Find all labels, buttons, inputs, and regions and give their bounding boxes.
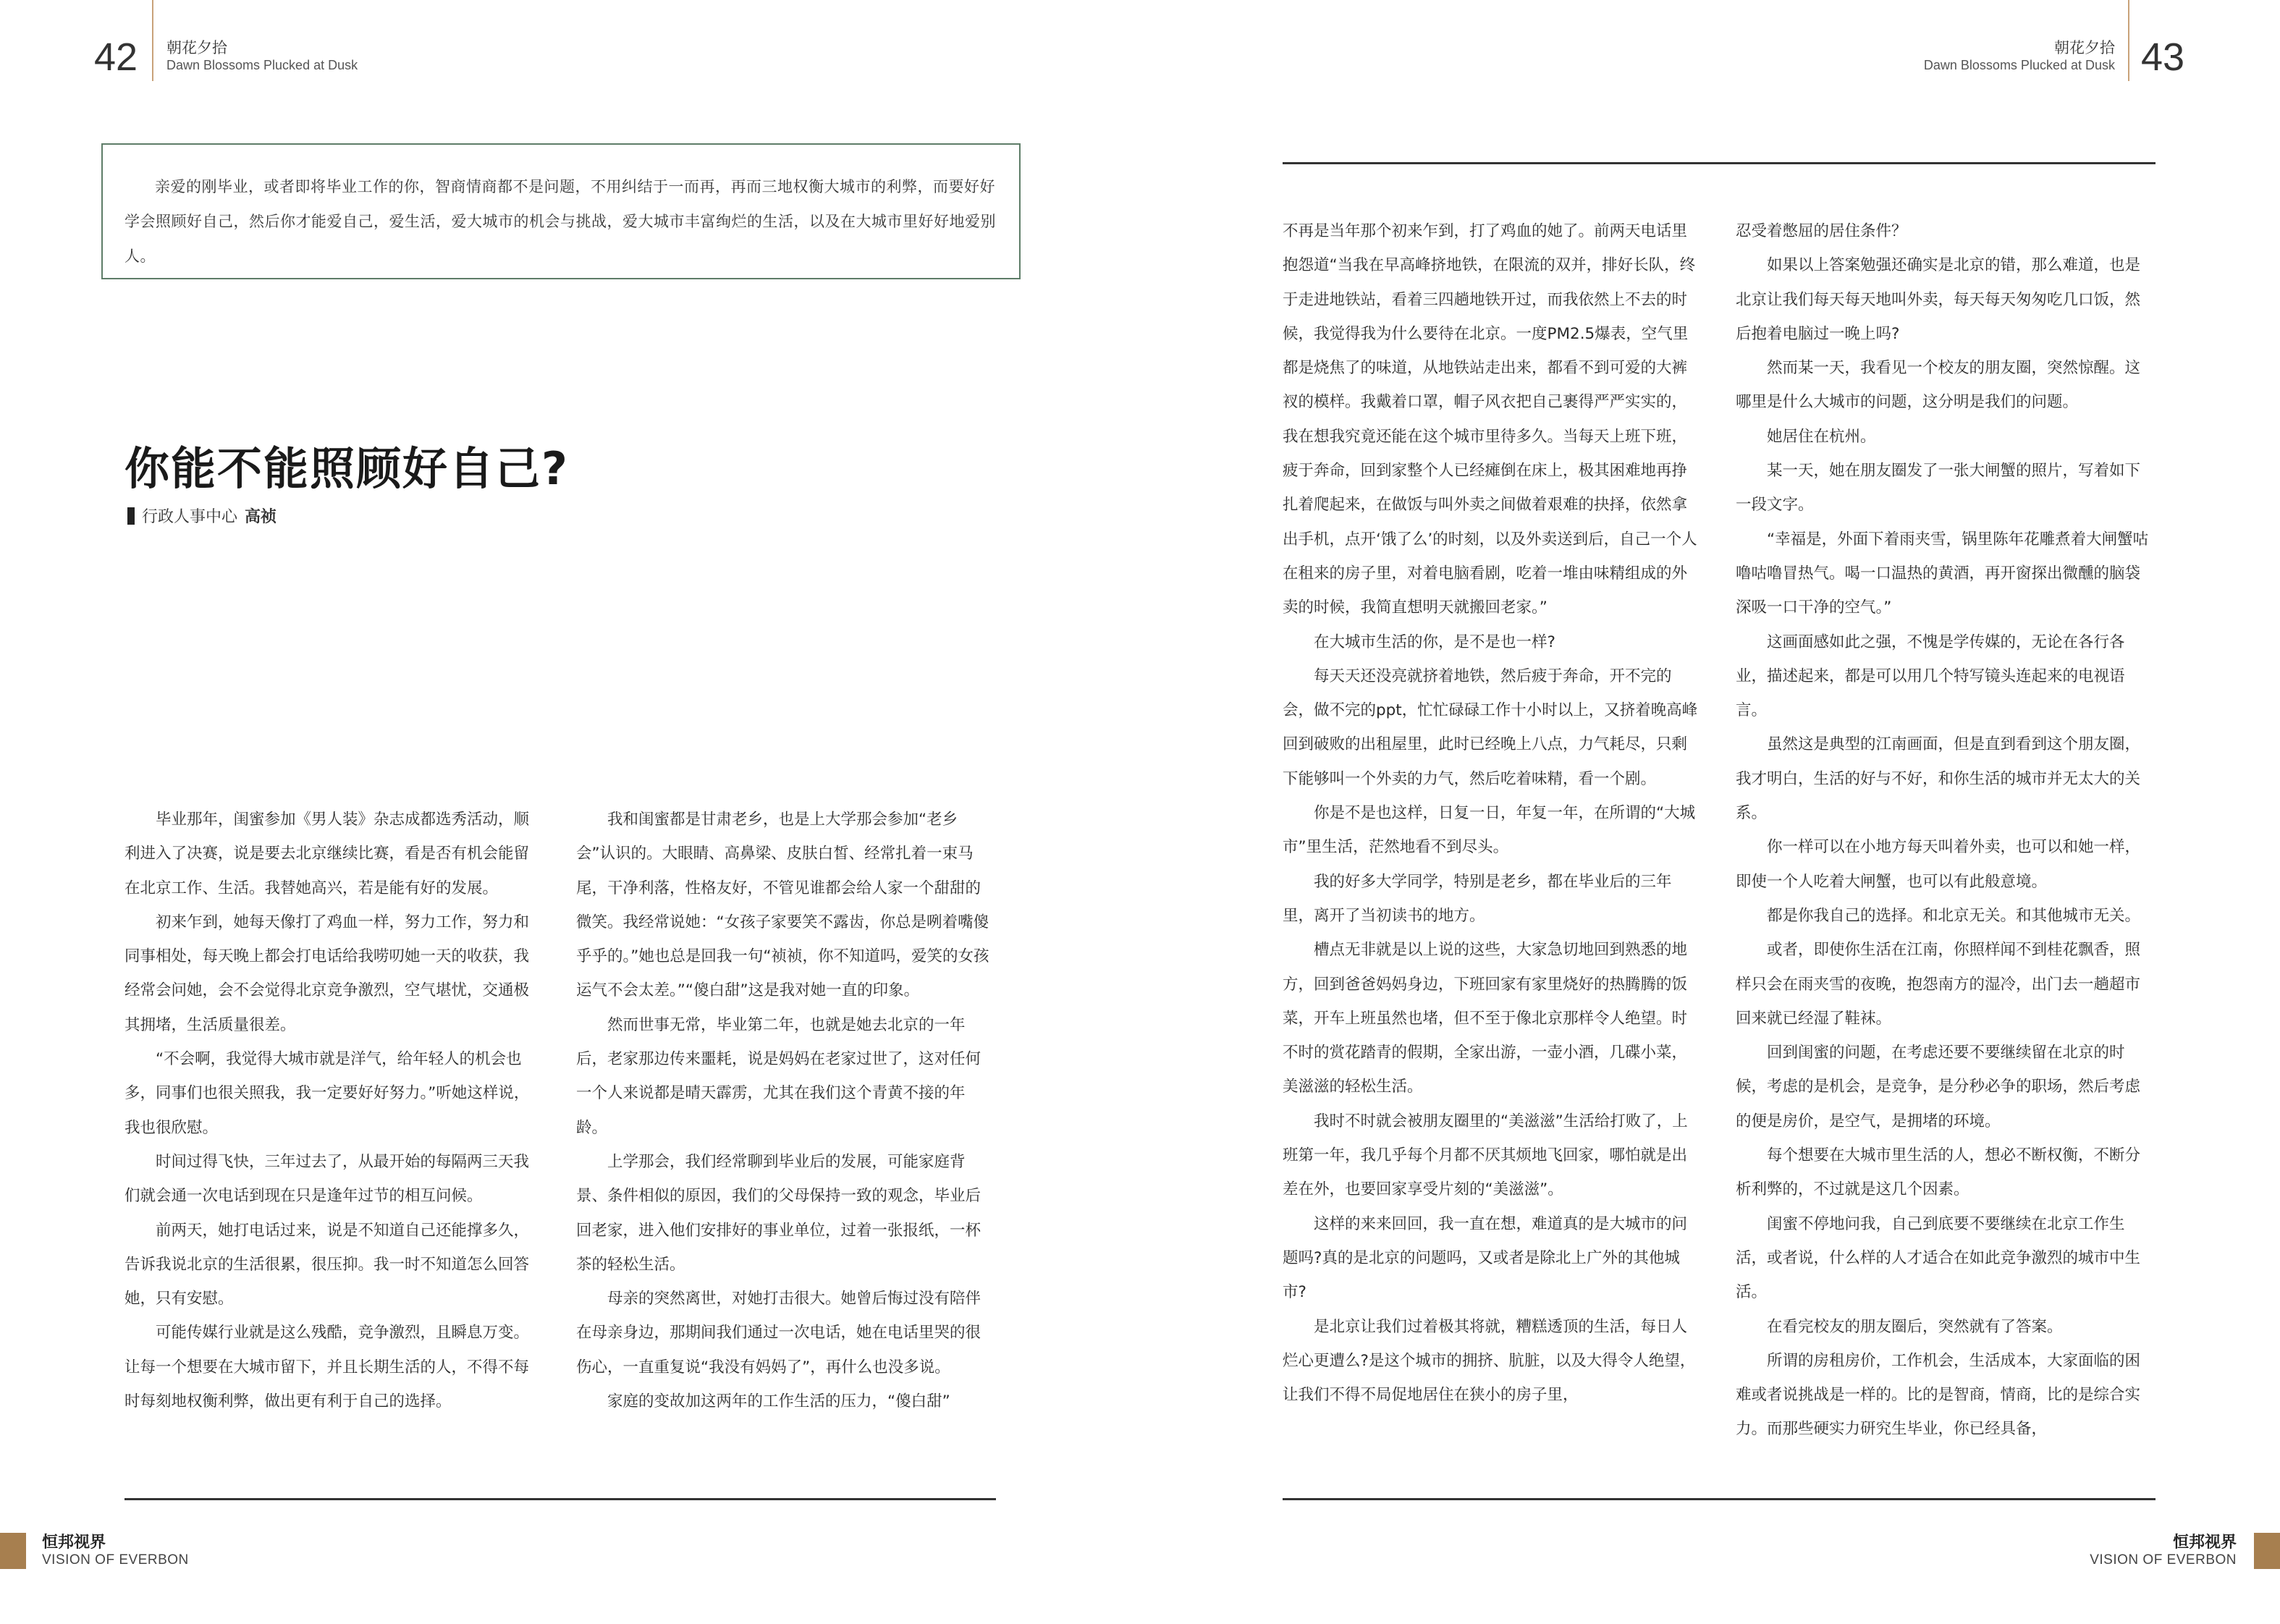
byline-marker bbox=[127, 507, 135, 525]
paragraph: 是北京让我们过着极其将就，糟糕透顶的生活，每日人烂心更遭么?是这个城市的拥挤、肮脏，以及大得令人绝望，让我们不得不局促地居住在狭小的房子里， bbox=[1283, 1317, 1696, 1405]
page-number-right: 43 bbox=[2141, 35, 2185, 79]
section-title-en-left: Dawn Blossoms Plucked at Dusk bbox=[166, 58, 358, 72]
paragraph: 你是不是也这样，日复一日，年复一年，在所谓的“大城市”里生活，茫然地看不到尽头。 bbox=[1283, 804, 1696, 857]
intro-text: 亲爱的刚毕业，或者即将毕业工作的你，智商情商都不是问题，不用纠结于一而再，再而三地权衡大城市的利弊，而要好好学会照顾好自己，然后你才能爱自己，爱生活，爱大城市的机会与挑战，爱大城市丰富绚烂的生活，以及在大城市里好好地爱别人。 bbox=[124, 178, 996, 265]
footer-brand-cn-right: 恒邦视界 bbox=[2172, 1534, 2237, 1552]
paragraph: 槽点无非就是以上说的这些，大家急切地回到熟悉的地方，回到爸爸妈妈身边，下班回家有家里烧好的热腾腾的饭菜，开车上班虽然也堵，但不至于像北京那样令人绝望。时不时的赏花踏青的假期，全家出游，一壶小酒，几碟小菜，美滋滋的轻松生活。 bbox=[1283, 941, 1688, 1096]
paragraph: 上学那会，我们经常聊到毕业后的发展，可能家庭背景、条件相似的原因，我们的父母保持一致的观念，毕业后回老家，进入他们安排好的事业单位，过着一张报纸，一杯茶的轻松生活。 bbox=[576, 1152, 981, 1274]
text-column-4 bbox=[1736, 214, 2156, 1447]
section-title-cn-left: 朝花夕拾 bbox=[166, 39, 227, 56]
paragraph: 虽然这是典型的江南画面，但是直到看到这个朋友圈，我才明白，生活的好与不好，和你生活的城市并无太大的关系。 bbox=[1736, 735, 2141, 823]
paragraph: 都是你我自己的选择。和北京无关。和其他城市无关。 bbox=[1767, 906, 2141, 925]
paragraph: 忍受着憋屈的居住条件？ bbox=[1736, 222, 1907, 240]
page-number-left: 42 bbox=[94, 35, 138, 79]
paragraph: 我时不时就会被朋友圈里的“美滋滋”生活给打败了，上班第一年，我几乎每个月都不厌其烦地飞回家，哪怕就是出差在外，也要回家享受片刻的“美滋滋”。 bbox=[1283, 1112, 1688, 1199]
header-divider-right bbox=[2128, 0, 2129, 81]
paragraph: 然而某一天，我看见一个校友的朋友圈，突然惊醒。这哪里是什么大城市的问题，这分明是我们的问题。 bbox=[1736, 359, 2141, 412]
author-name: 高祯 bbox=[245, 508, 277, 526]
paragraph: 在大城市生活的你，是不是也一样? bbox=[1314, 633, 1555, 651]
paragraph: 所谓的房租房价，工作机会，生活成本，大家面临的困难或者说挑战是一样的。比的是智商，情商，比的是综合实力。而那些硬实力研究生毕业，你已经具备， bbox=[1736, 1351, 2141, 1439]
byline bbox=[127, 504, 276, 527]
paragraph: 在看完校友的朋友圈后，突然就有了答案。 bbox=[1767, 1317, 2063, 1336]
paragraph: 每个想要在大城市里生活的人，想必不断权衡，不断分析利弊的，不过就是这几个因素。 bbox=[1736, 1146, 2141, 1199]
section-title-cn-right: 朝花夕拾 bbox=[2054, 39, 2115, 56]
bottom-rule-right bbox=[1283, 1498, 2156, 1500]
paragraph: 这画面感如此之强，不愧是学传媒的，无论在各行各业，描述起来，都是可以用几个特写镜头连起来的电视语言。 bbox=[1736, 633, 2125, 720]
text-column-2 bbox=[576, 803, 996, 1418]
intro-box bbox=[101, 143, 1021, 279]
paragraph: 闺蜜不停地问我，自己到底要不要继续在北京工作生活，或者说，什么样的人才适合在如此竞争激烈的城市中生活。 bbox=[1736, 1214, 2141, 1302]
paragraph: 然而世事无常，毕业第二年，也就是她去北京的一年后，老家那边传来噩耗，说是妈妈在老家过世了，这对任何一个人来说都是晴天霹雳，尤其在我们这个青黄不接的年龄。 bbox=[576, 1015, 981, 1137]
paragraph: 这样的来来回回，我一直在想，难道真的是大城市的问题吗?真的是北京的问题吗，又或者是除北上广外的其他城市? bbox=[1283, 1214, 1688, 1302]
paragraph: 每天天还没亮就挤着地铁，然后疲于奔命，开不完的会，做不完的ppt，忙忙碌碌工作十小时以上，又挤着晚高峰回到破败的出租屋里，此时已经晚上八点，力气耗尽，只剩下能够叫一个外卖的力气，然后吃着味精，看一个剧。 bbox=[1283, 667, 1698, 788]
paragraph: 某一天，她在朋友圈发了一张大闸蟹的照片，写着如下一段文字。 bbox=[1736, 462, 2141, 515]
paragraph: 初来乍到，她每天像打了鸡血一样，努力工作，努力和同事相处，每天晚上都会打电话给我唠叨她一天的收获，我经常会问她，会不会觉得北京竞争激烈，空气堪忧，交通极其拥堵，生活质量很差。 bbox=[124, 913, 530, 1034]
paragraph: “幸福是，外面下着雨夹雪，锅里陈年花雕煮着大闸蟹咕噜咕噜冒热气。喝一口温热的黄酒，再开窗探出微醺的脑袋深吸一口干净的空气。” bbox=[1736, 530, 2149, 617]
footer-brand-en-right: VISION OF EVERBON bbox=[2090, 1552, 2237, 1568]
top-rule-right bbox=[1283, 162, 2156, 164]
text-column-3 bbox=[1283, 214, 1700, 1412]
paragraph: 回到闺蜜的问题，在考虑还要不要继续留在北京的时候，考虑的是机会，是竞争，是分秒必争的职场，然后考虑的便是房价，是空气，是拥堵的环境。 bbox=[1736, 1044, 2141, 1130]
footer-brand-en-left: VISION OF EVERBON bbox=[42, 1552, 189, 1568]
paragraph: 我和闺蜜都是甘肃老乡，也是上大学那会参加“老乡会”认识的。大眼睛、高鼻梁、皮肤白皙、经常扎着一束马尾，干净利落，性格友好，不管见谁都会给人家一个甜甜的微笑。我经常说她：“女孩子家要笑不露齿，你总是咧着嘴傻乎乎的。”她也总是回我一句“祯祯，你不知道吗，爱笑的女孩运气不会太差。”“傻白甜”这是我对她一直的印象。 bbox=[576, 811, 989, 1000]
paragraph: 不再是当年那个初来乍到，打了鸡血的她了。前两天电话里抱怨道“当我在早高峰挤地铁，在限流的双并，排好长队，终于走进地铁站，看着三四趟地铁开过，而我依然上不去的时候，我觉得我为什么要待在北京。一度PM2.5爆表，空气里都是烧焦了的味道，从地铁站走出来，都看不到可爱的大裤衩的模样。我戴着口罩，帽子风衣把自己裹得严严实实的，我在想我究竟还能在这个城市里待多久。当每天上班下班，疲于奔命，回到家整个人已经瘫倒在床上，极其困难地再挣扎着爬起来，在做饭与叫外卖之间做着艰难的抉择，依然拿出手机，点开‘饿了么’的时刻，以及外卖送到后，自己一个人在租来的房子里，对着电脑看剧，吃着一堆由味精组成的外卖的时候，我简直想明天就搬回老家。” bbox=[1283, 222, 1697, 617]
section-title-en-right: Dawn Blossoms Plucked at Dusk bbox=[1923, 58, 2115, 72]
paragraph: 或者，即使你生活在江南，你照样闻不到桂花飘香，照样只会在雨夹雪的夜晚，抱怨南方的湿冷，出门去一趟超市回来就已经湿了鞋袜。 bbox=[1736, 941, 2141, 1028]
paragraph: 她居住在杭州。 bbox=[1767, 427, 1876, 446]
paragraph: 如果以上答案勉强还确实是北京的错，那么难道，也是北京让我们每天每天地叫外卖，每天每天匆匆吃几口饭，然后抱着电脑过一晚上吗? bbox=[1736, 256, 2141, 343]
author-department: 行政人事中心 bbox=[142, 508, 238, 526]
header-divider-left bbox=[152, 0, 153, 81]
footer-brand-cn-left: 恒邦视界 bbox=[42, 1534, 106, 1552]
paragraph: 母亲的突然离世，对她打击很大。她曾后悔过没有陪伴在母亲身边，那期间我们通过一次电话，她在电话里哭的很伤心，一直重复说“我没有妈妈了”，再什么也没多说。 bbox=[576, 1290, 981, 1376]
paragraph: 毕业那年，闺蜜参加《男人装》杂志成都选秀活动，顺利进入了决赛，说是要去北京继续比赛，看是否有机会能留在北京工作、生活。我替她高兴，若是能有好的发展。 bbox=[124, 811, 530, 897]
footer-accent-right bbox=[2254, 1533, 2280, 1569]
article-title: 你能不能照顾好自己? bbox=[124, 442, 569, 495]
text-column-1 bbox=[124, 803, 541, 1418]
paragraph: 可能传媒行业就是这么残酷，竞争激烈，且瞬息万变。让每一个想要在大城市留下，并且长期生活的人，不得不每时每刻地权衡利弊，做出更有利于自己的选择。 bbox=[124, 1324, 530, 1411]
paragraph: 时间过得飞快，三年过去了，从最开始的每隔两三天我们就会通一次电话到现在只是逢年过节的相互问候。 bbox=[124, 1152, 530, 1206]
paragraph: 我的好多大学同学，特别是老乡，都在毕业后的三年里，离开了当初读书的地方。 bbox=[1283, 872, 1672, 925]
paragraph: “不会啊，我觉得大城市就是洋气，给年轻人的机会也多，同事们也很关照我，我一定要好好努力。”听她这样说，我也很欣慰。 bbox=[124, 1050, 530, 1137]
paragraph: 你一样可以在小地方每天叫着外卖，也可以和她一样，即使一个人吃着大闸蟹，也可以有此般意境。 bbox=[1736, 838, 2141, 891]
bottom-rule-left bbox=[124, 1498, 996, 1500]
paragraph: 前两天，她打电话过来，说是不知道自己还能撑多久，告诉我说北京的生活很累，很压抑。我一时不知道怎么回答她，只有安慰。 bbox=[124, 1221, 530, 1308]
footer-accent-left bbox=[0, 1533, 26, 1569]
paragraph: 家庭的变故加这两年的工作生活的压力，“傻白甜” bbox=[607, 1392, 950, 1411]
